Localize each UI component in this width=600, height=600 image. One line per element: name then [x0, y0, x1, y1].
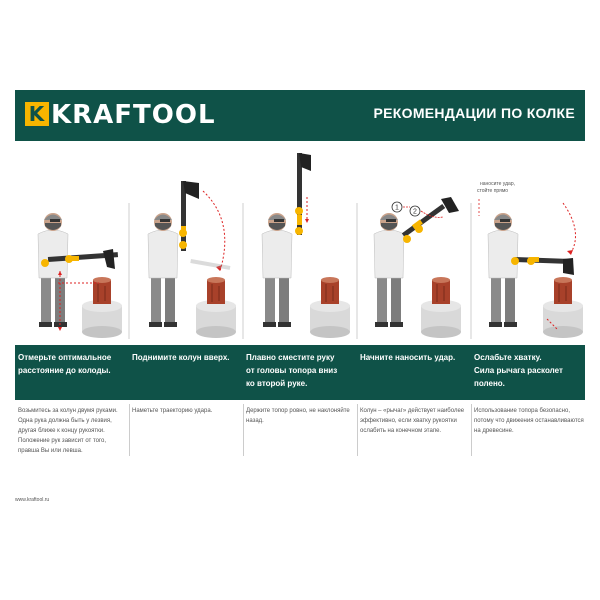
logo-k-mark: K — [25, 102, 49, 126]
column-divider — [129, 404, 130, 456]
marker-2: 2 — [413, 208, 417, 216]
step-5-caption: Ослабьте хватку. Сила рычага расколет полено. — [474, 353, 563, 388]
website-link[interactable]: www.kraftool.ru — [15, 497, 50, 503]
step-4-description: Колун – «рычаг» действует наиболее эффективно, если хватку рукоятки ослабить на конечном этапе. — [360, 408, 465, 434]
step-1-caption: Отмерьте оптимальное расстояние до колоды. — [18, 353, 112, 375]
annotation-line-2: стойте прямо — [477, 188, 509, 194]
panel-1-illustration — [38, 213, 122, 338]
panel-5-illustration — [477, 181, 583, 338]
column-divider — [471, 404, 472, 456]
panel-4-illustration — [374, 197, 461, 338]
column-divider — [243, 404, 244, 456]
step-3-caption: Плавно сместите руку от головы топора вниз ко второй руке. — [246, 353, 338, 388]
page-title: РЕКОМЕНДАЦИИ ПО КОЛКЕ — [373, 105, 575, 121]
step-3-description: Держите топор ровно, не наклоняйте назад. — [246, 408, 350, 424]
column-divider — [357, 404, 358, 456]
step-2-description: Наметьте траекторию удара. — [132, 408, 213, 414]
step-4-caption: Начните наносить удар. — [360, 353, 456, 362]
panel-2-illustration — [148, 181, 236, 338]
brand-name: KRAFTOOL — [51, 100, 216, 130]
annotation-line-1: наносите удар, — [480, 181, 515, 187]
step-1-description: Возьмитесь за колун двумя руками. Одна рука должна быть у лезвия, другая ближе к концу рукоятки. Положение рук зависит от того, правша Вы или левша. — [18, 408, 118, 454]
header-band — [15, 90, 585, 141]
panel-3-illustration — [262, 153, 350, 338]
brand-logo — [25, 100, 216, 130]
marker-1: 1 — [395, 204, 399, 212]
illustrations — [15, 141, 585, 345]
step-5-description: Использование топора безопасно, потому что движения останавливаются на древесине. — [474, 408, 584, 434]
step-2-caption: Поднимите колун вверх. — [132, 353, 230, 362]
caption-band — [15, 345, 585, 400]
